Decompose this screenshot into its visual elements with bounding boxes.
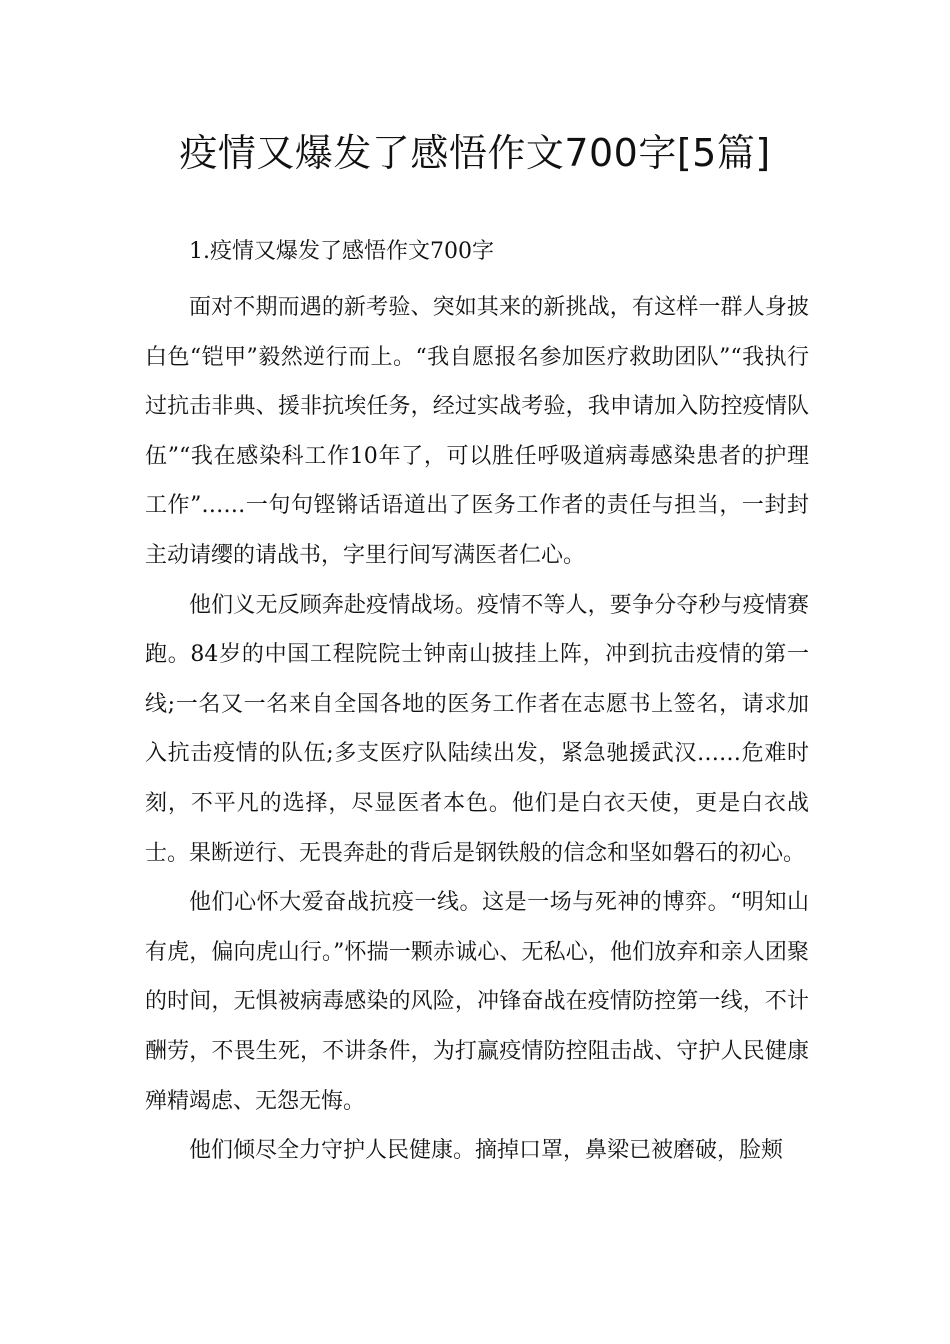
paragraph-2: 他们义无反顾奔赴疫情战场。疫情不等人，要争分夺秒与疫情赛跑。84岁的中国工程院院士钟南山披挂上阵，冲到抗击疫情的第一线;一名又一名来自全国各地的医务工作者在志愿书上签名，请求加入抗击疫情的队伍;多支医疗队陆续出发，紧急驰援武汉……危难时刻，不平凡的选择，尽显医者本色。他们是白衣天使，更是白衣战士。果断逆行、无畏奔赴的背后是钢铁般的信念和坚如磐石的初心。	[145, 592, 809, 866]
paragraph-3: 他们心怀大爱奋战抗疫一线。这是一场与死神的博弈。“明知山有虎，偏向虎山行。”怀揣一颗赤诚心、无私心，他们放弃和亲人团聚的时间，无惧被病毒感染的风险，冲锋奋战在疫情防控第一线，不计酬劳，不畏生死，不讲条件，为打赢疫情防控阻击战、守护人民健康殚精竭虑、无怨无悔。	[145, 890, 809, 1114]
section-heading: 1.疫情又爆发了感悟作文700字	[189, 239, 494, 264]
paragraph-4: 他们倾尽全力守护人民健康。摘掉口罩，鼻梁已被磨破，脸颊	[189, 1138, 784, 1164]
document-body	[145, 232, 809, 1176]
document-title: 疫情又爆发了感悟作文700字[5篇]	[179, 131, 771, 175]
paragraph-1: 面对不期而遇的新考验、突如其来的新挑战，有这样一群人身披白色“铠甲”毅然逆行而上。“我自愿报名参加医疗救助团队”“我执行过抗击非典、援非抗埃任务，经过实战考验，我申请加入防控疫情队伍”“我在感染科工作10年了，可以胜任呼吸道病毒感染患者的护理工作”……一句句铿锵话语道出了医务工作者的责任与担当，一封封主动请缨的请战书，字里行间写满医者仁心。	[145, 295, 809, 568]
